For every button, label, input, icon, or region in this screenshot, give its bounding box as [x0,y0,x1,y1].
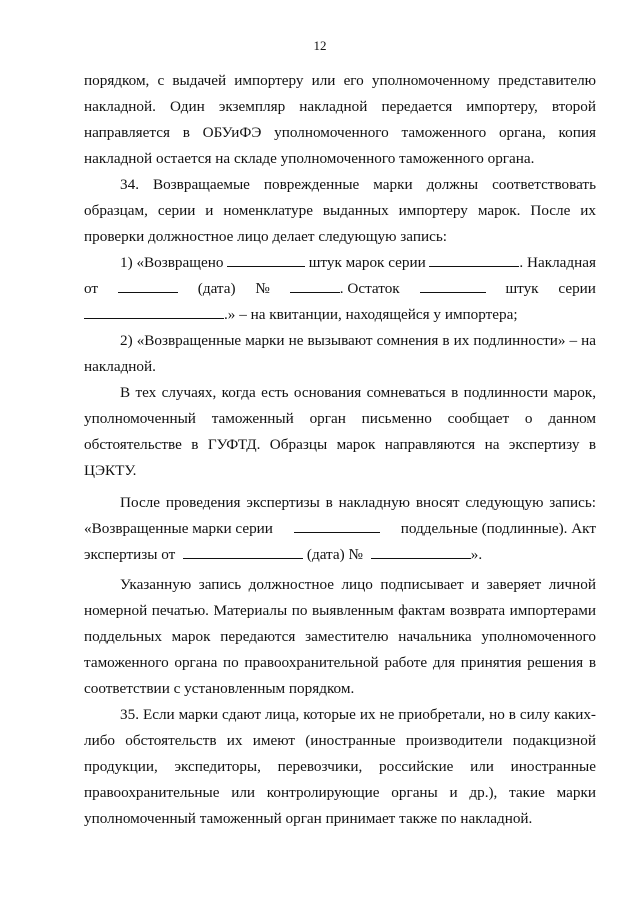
text-line: соответствии с установленным порядком. [84,680,355,697]
text-line: направляется в ОБУиФЭ уполномоченного таможенного органа, копия [84,124,596,141]
fill-in-blank [118,280,178,293]
paragraph-35-line: 35. Если марки сдают лица, которые их не приобретали, но в силу каких- [120,706,596,723]
form-line-returned [84,254,596,272]
page-number: 12 [313,38,327,53]
text-fragment: поддельные (подлинные). Акт [400,520,596,537]
text-fragment: «Возвращенные марки серии [84,520,273,537]
text-line: уполномоченный таможенный орган письменно сообщает о данном [84,410,596,427]
text-line: таможенного органа по правоохранительной работе для принятия решения в [84,654,596,671]
text-line: накладной остается на складе уполномоченного таможенного органа. [84,150,535,167]
text-line: продукции, экспедиторы, перевозчики, российские или иностранные [84,758,596,775]
text-line: номерной печатью. Материалы по выявленным фактам возврата импортерами [84,602,596,619]
fill-in-blank [420,280,486,293]
text-fragment: экспертизы от [84,546,176,563]
fill-in-blank [371,546,471,559]
text-fragment: 1) «Возвращено [120,254,224,271]
text-line: Указанную запись должностное лицо подписывает и заверяет личной [120,576,596,593]
text-line: проверки должностное лицо делает следующую запись: [84,228,447,245]
fill-in-blank [84,306,224,319]
text-line: В тех случаях, когда есть основания сомневаться в подлинности марок, [120,384,596,401]
text-fragment: № [255,280,270,297]
text-line: накладной. Один экземпляр накладной передается импортеру, второй [84,98,596,115]
text-line: накладной. [84,358,156,375]
text-fragment: штук [505,280,539,297]
form-line-series [84,520,596,538]
text-line: обстоятельстве в ГУФТД. Образцы марок направляются на экспертизу в [84,436,596,453]
text-fragment: от [84,280,99,297]
text-line: уполномоченный таможенный орган принимает также по накладной. [84,810,533,827]
text-line: порядком, с выдачей импортеру или его уполномоченному представителю [84,72,596,89]
fill-in-blank [290,280,340,293]
text-line: правоохранительные или контролирующие органы и др.), такие марки [84,784,596,801]
paragraph-34-line: 34. Возвращаемые поврежденные марки должны соответствовать [120,176,596,193]
form-line-receipt [84,306,596,324]
fill-in-blank [183,546,303,559]
text-line: 2) «Возвращенные марки не вызывают сомнения в их подлинности» – на [120,332,596,349]
fill-in-blank [294,520,380,533]
text-line: После проведения экспертизы в накладную вносят следующую запись: [120,494,596,511]
text-fragment: (дата) № [306,546,363,563]
text-fragment: .» – на квитанции, находящейся у импортера; [224,306,518,323]
text-fragment: серии [558,280,596,297]
text-line: ЦЭКТУ. [84,462,137,479]
text-line: поддельных марок передаются заместителю начальника уполномоченного [84,628,596,645]
text-fragment: (дата) [197,280,236,297]
text-fragment: ». [470,546,483,563]
fill-in-blank [429,254,519,267]
text-fragment: . Накладная [519,254,596,271]
text-fragment: . Остаток [339,280,400,297]
form-line-expertise [84,546,596,564]
form-line-invoice [84,280,596,298]
text-line: либо обстоятельств их имеют (иностранные производители подакцизной [84,732,596,749]
text-fragment: штук марок серии [308,254,426,271]
fill-in-blank [227,254,305,267]
text-line: образцам, серии и номенклатуре выданных импортеру марок. После их [84,202,596,219]
